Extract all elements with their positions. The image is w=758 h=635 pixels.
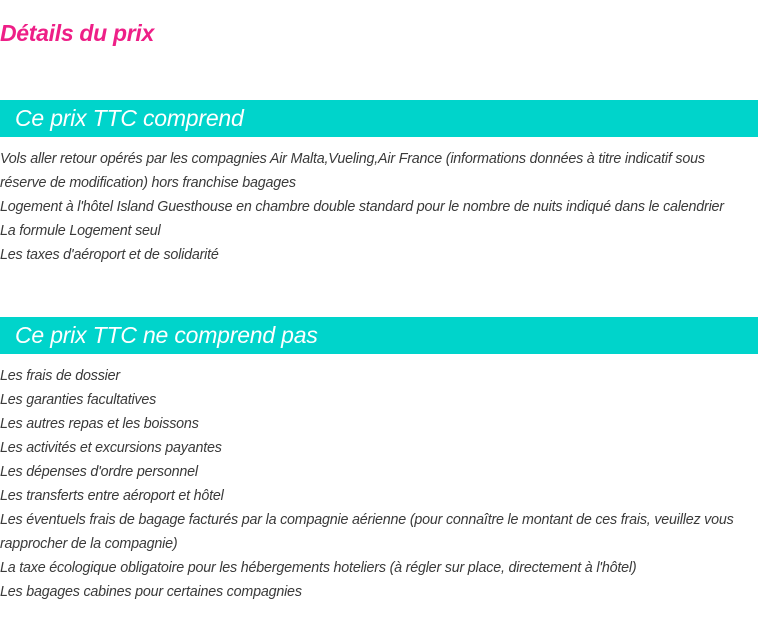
list-item: Les frais de dossier	[0, 368, 120, 384]
list-item: Les autres repas et les boissons	[0, 416, 199, 432]
list-item: Les garanties facultatives	[0, 392, 157, 408]
list-item: Les activités et excursions payantes	[0, 440, 222, 456]
included-section-banner	[0, 100, 758, 137]
list-item: Les transferts entre aéroport et hôtel	[0, 488, 224, 504]
included-items-list	[0, 147, 752, 267]
excluded-section-banner	[0, 317, 758, 354]
list-item: Logement à l'hôtel Island Guesthouse en chambre double standard pour le nombre de nuits indiqué dans le calendrier	[0, 199, 724, 215]
list-item: Les éventuels frais de bagage facturés par la compagnie aérienne (pour connaître le montant de ces frais, veuillez vous rapprocher de la compagnie)	[0, 512, 734, 552]
list-item: La formule Logement seul	[0, 223, 161, 239]
excluded-items-list	[0, 364, 752, 604]
page-title: Détails du prix	[0, 20, 154, 46]
list-item: Les bagages cabines pour certaines compagnies	[0, 584, 302, 600]
list-item: Vols aller retour opérés par les compagnies Air Malta,Vueling,Air France (informations données à titre indicatif sous réserve de modification) hors franchise bagages	[0, 151, 705, 191]
list-item: La taxe écologique obligatoire pour les hébergements hoteliers (à régler sur place, directement à l'hôtel)	[0, 560, 637, 576]
list-item: Les taxes d'aéroport et de solidarité	[0, 247, 219, 263]
excluded-section-heading: Ce prix TTC ne comprend pas	[15, 322, 318, 348]
list-item: Les dépenses d'ordre personnel	[0, 464, 198, 480]
included-section-heading: Ce prix TTC comprend	[15, 105, 244, 131]
